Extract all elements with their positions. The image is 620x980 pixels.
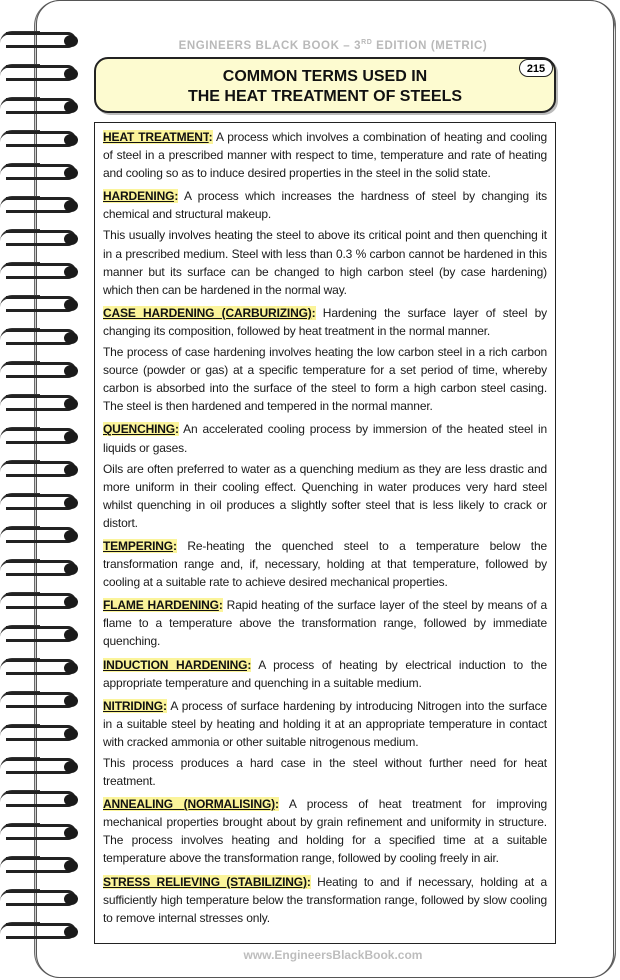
term-separator: : [247,657,252,672]
definition-text: Rapid heating of the surface layer of the steel by means of a flame to a temperature above the transformation range, followed by immediate quenching. [103,598,547,649]
definition-text: A process which increases the hardness of steel by changing its chemical and structural makeup. [103,189,547,222]
definition-entry [103,420,547,456]
spiral-coil [0,756,84,778]
definition-entry [103,795,547,867]
term-label: QUENCHING [103,422,175,437]
term-separator: : [275,797,279,812]
definition-entry [103,596,547,650]
page-number-badge: 215 [519,59,553,77]
term-label: INDUCTION HARDENING [103,657,248,672]
definition-text: This usually involves heating the steel to above its critical point and then quenching it in a prescribed medium. Steel with less than 0.3 % carbon cannot be hardened in this manner but its surface can be changed to high carbon steel (by case hardening) which then can be hardened in the normal way. [103,228,547,297]
spiral-coil [0,96,84,118]
definition-text: A process of surface hardening by introducing Nitrogen into the surface in a suitable steel by heating and holding it at an appropriate temperature in contact with cracked ammonia or other suitable nitrogenous medium. [103,698,547,749]
spiral-coil [0,723,84,745]
definition-text: This process produces a hard case in the steel without further need for heat treatment. [103,756,547,789]
spiral-coil [0,525,84,547]
term-separator: : [218,598,223,613]
spiral-coil [0,789,84,811]
definition-text: A process which involves a combination of heating and cooling of steel in a prescribed manner with respect to time, temperature and rate of heating and cooling so as to induce desired properties in the steel in the solid state. [103,130,547,181]
spiral-coil [0,921,84,943]
spiral-coil [0,591,84,613]
spiral-coil [0,459,84,481]
spiral-coil [0,63,84,85]
title-line-1: COMMON TERMS USED IN [222,68,428,85]
term-label: CASE HARDENING (CARBURIZING) [103,305,312,320]
term-label: TEMPERING [103,538,173,553]
term-label: FLAME HARDENING [103,598,219,613]
term-separator: : [306,874,311,889]
page-title [96,67,554,107]
spiral-coil [0,690,84,712]
footer-website: www.EngineersBlackBook.com [243,948,423,962]
definitions-panel [94,122,556,944]
definition-entry [103,128,547,182]
term-separator: : [311,305,316,320]
definition-entry [103,537,547,591]
spiral-coil [0,30,84,52]
spiral-coil [0,426,84,448]
spiral-coil [0,129,84,151]
definition-text: Oils are often preferred to water as a quenching medium as they are less drastic and more uniform in their cooling effect. Quenching in water produces very hard steel whilst quenching in oil produces a slightly softer steel that is less likely to crack or distort. [103,461,547,530]
definition-text: A process of heating by electrical induction to the appropriate temperature and quenching in a suitable medium. [103,657,547,690]
definition-text: Re-heating the quenched steel to a temperature below the transformation range and, if, necessary, holding at that temperature, followed by cooling at a suitable rate to achieve desired mechanical properties. [103,538,547,590]
spiral-coil [0,228,84,250]
definition-entry [103,697,547,751]
spiral-coil [0,888,84,910]
spiral-coil [0,261,84,283]
running-head: ENGINEERS BLACK BOOK – 3RD EDITION (METRIC) [178,39,488,52]
spiral-coil [0,327,84,349]
term-label: HARDENING [103,189,175,204]
definition-text: Hardening the surface layer of steel by changing its composition, followed by heat treatment in the normal manner. [103,305,547,338]
spiral-coil [0,492,84,514]
term-label: NITRIDING [103,698,163,713]
spiral-coil [0,558,84,580]
title-banner [94,57,556,113]
definition-entry [103,873,547,927]
definition-entry [103,304,547,340]
definition-continuation [103,226,547,298]
definition-continuation [103,343,547,415]
term-separator: : [174,189,179,204]
definition-text: Heating to and if necessary, holding at a sufficiently high temperature below the transformation range, followed by slow cooling to remove internal stresses only. [103,874,548,925]
definition-text: An accelerated cooling process by immersion of the heated steel in liquids or gases. [103,422,547,455]
spiral-coil [0,624,84,646]
spiral-coil [0,294,84,316]
title-line-2: THE HEAT TREATMENT OF STEELS [187,88,463,105]
definition-text: A process of heat treatment for improving mechanical properties brought about by grain refinement and uniformity in structure. The process involves heating and holding for a specified time at a suitable temperature above the transformation range, followed by cooling freely in air. [103,797,547,866]
term-separator: : [208,130,213,144]
spiral-binding [0,30,90,960]
term-label: ANNEALING (NORMALISING) [103,797,276,812]
term-separator: : [162,698,167,713]
definition-entry [103,656,547,692]
spiral-coil [0,393,84,415]
spiral-coil [0,822,84,844]
spiral-coil [0,657,84,679]
spiral-coil [0,162,84,184]
definition-text: The process of case hardening involves heating the low carbon steel in a rich carbon source (powder or gas) at a specific temperature for a set period of time, whereby carbon is absorbed into the surface of the steel to form a high carbon steel casing. The steel is then hardened and tempered in the normal manner. [103,345,547,414]
definition-continuation [103,754,547,790]
spiral-coil [0,195,84,217]
spiral-coil [0,855,84,877]
definition-continuation [103,460,547,532]
term-separator: : [175,422,179,437]
term-separator: : [173,538,177,553]
term-label: STRESS RELIEVING (STABILIZING) [103,874,307,889]
spiral-coil [0,360,84,382]
term-label: HEAT TREATMENT [103,130,209,144]
definition-entry [103,187,547,223]
